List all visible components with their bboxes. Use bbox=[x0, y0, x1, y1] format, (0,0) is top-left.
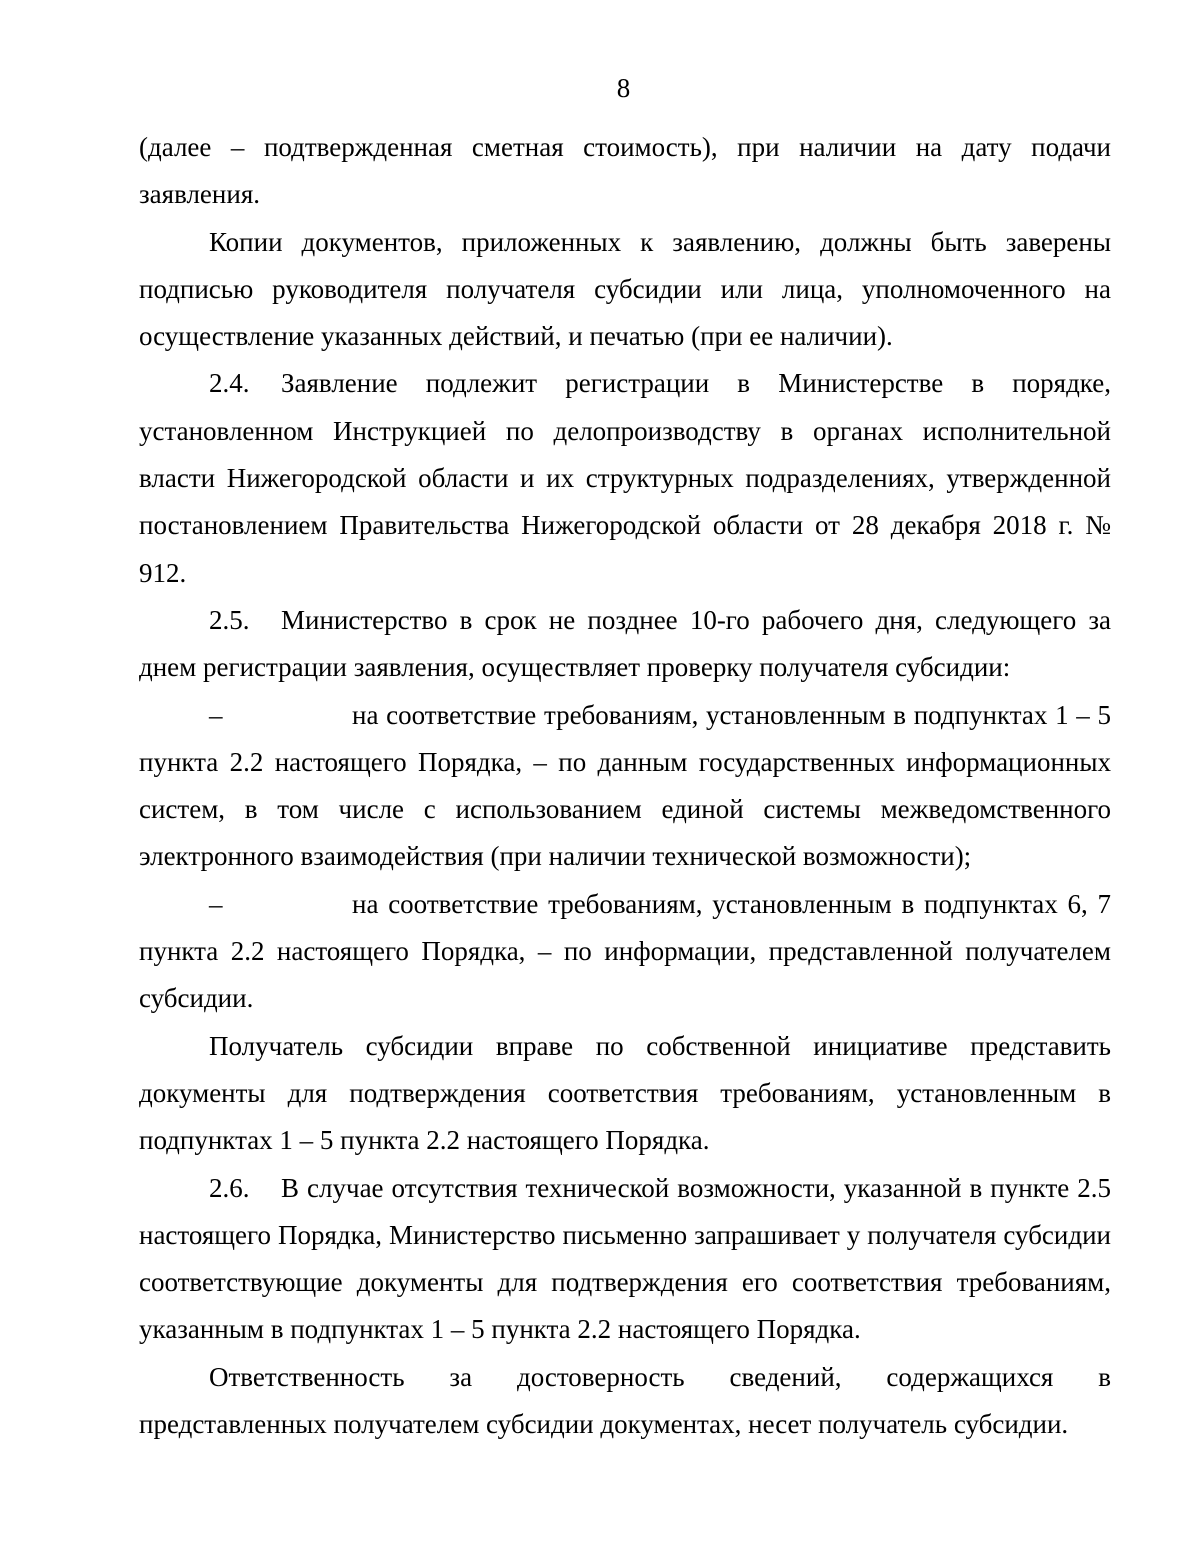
paragraph-recipient-right bbox=[139, 1023, 1111, 1165]
paragraph-text: Получатель субсидии вправе по собственной инициативе представить документы для подтверждения соответствия требованиям, установленным в подпунктах 1 – 5 пункта 2.2 настоящего Порядка. bbox=[139, 1030, 1111, 1156]
clause-number: 2.4. bbox=[209, 368, 250, 399]
paragraph-2-4 bbox=[139, 360, 1111, 596]
list-dash: – bbox=[209, 888, 223, 919]
paragraph-2-5 bbox=[139, 597, 1111, 692]
paragraph-text: на соответствие требованиям, установленным в подпунктах 6, 7 пункта 2.2 настоящего Порядка, – по информации, представленной получателем субсидии. bbox=[139, 888, 1111, 1014]
clause-number: 2.5. bbox=[209, 604, 250, 635]
paragraph-text: Заявление подлежит регистрации в Министерстве в порядке, установленном Инструкцией по делопроизводству в органах исполнительной власти Нижегородской области и их структурных подразделениях, утвержденной постановлением Правительства Нижегородской области от 28 декабря 2018 г. № 912. bbox=[139, 368, 1111, 588]
page-number: 8 bbox=[616, 73, 631, 103]
list-item-check-state-systems bbox=[139, 692, 1111, 881]
list-item-check-recipient-info bbox=[139, 881, 1111, 1023]
paragraph-responsibility-line1 bbox=[139, 1354, 1111, 1401]
clause-number: 2.6. bbox=[209, 1172, 250, 1203]
paragraph-text: представленных получателем субсидии документах, несет получатель субсидии. bbox=[139, 1409, 1069, 1440]
paragraph-text: В случае отсутствия технической возможности, указанной в пункте 2.5 настоящего Порядка, Министерство письменно запрашивает у получателя субсидии соответствующие документы для подтверждения его соответствия требованиям, указанным в подпунктах 1 – 5 пункта 2.2 настоящего Порядка. bbox=[139, 1172, 1111, 1345]
document-body bbox=[139, 124, 1111, 1448]
paragraph-continuation bbox=[139, 124, 1111, 219]
paragraph-text: Ответственность за достоверность сведений, содержащихся в bbox=[209, 1361, 1111, 1392]
paragraph-responsibility-rest bbox=[139, 1401, 1111, 1448]
paragraph-text: Министерство в срок не позднее 10-го рабочего дня, следующего за днем регистрации заявления, осуществляет проверку получателя субсидии: bbox=[139, 604, 1111, 683]
paragraph-2-6 bbox=[139, 1165, 1111, 1354]
paragraph-text: (далее – подтвержденная сметная стоимость), при наличии на дату подачи заявления. bbox=[139, 132, 1111, 210]
paragraph-text: Копии документов, приложенных к заявлению, должны быть заверены подписью руководителя получателя субсидии или лица, уполномоченного на осуществление указанных действий, и печатью (при ее наличии). bbox=[139, 226, 1111, 352]
paragraph-copies-certification bbox=[139, 219, 1111, 361]
paragraph-text: на соответствие требованиям, установленным в подпунктах 1 – 5 пункта 2.2 настоящего Порядка, – по данным государственных информационных систем, в том числе с использованием единой системы межведомственного электронного взаимодействия (при наличии технической возможности); bbox=[139, 699, 1111, 872]
list-dash: – bbox=[209, 699, 223, 730]
